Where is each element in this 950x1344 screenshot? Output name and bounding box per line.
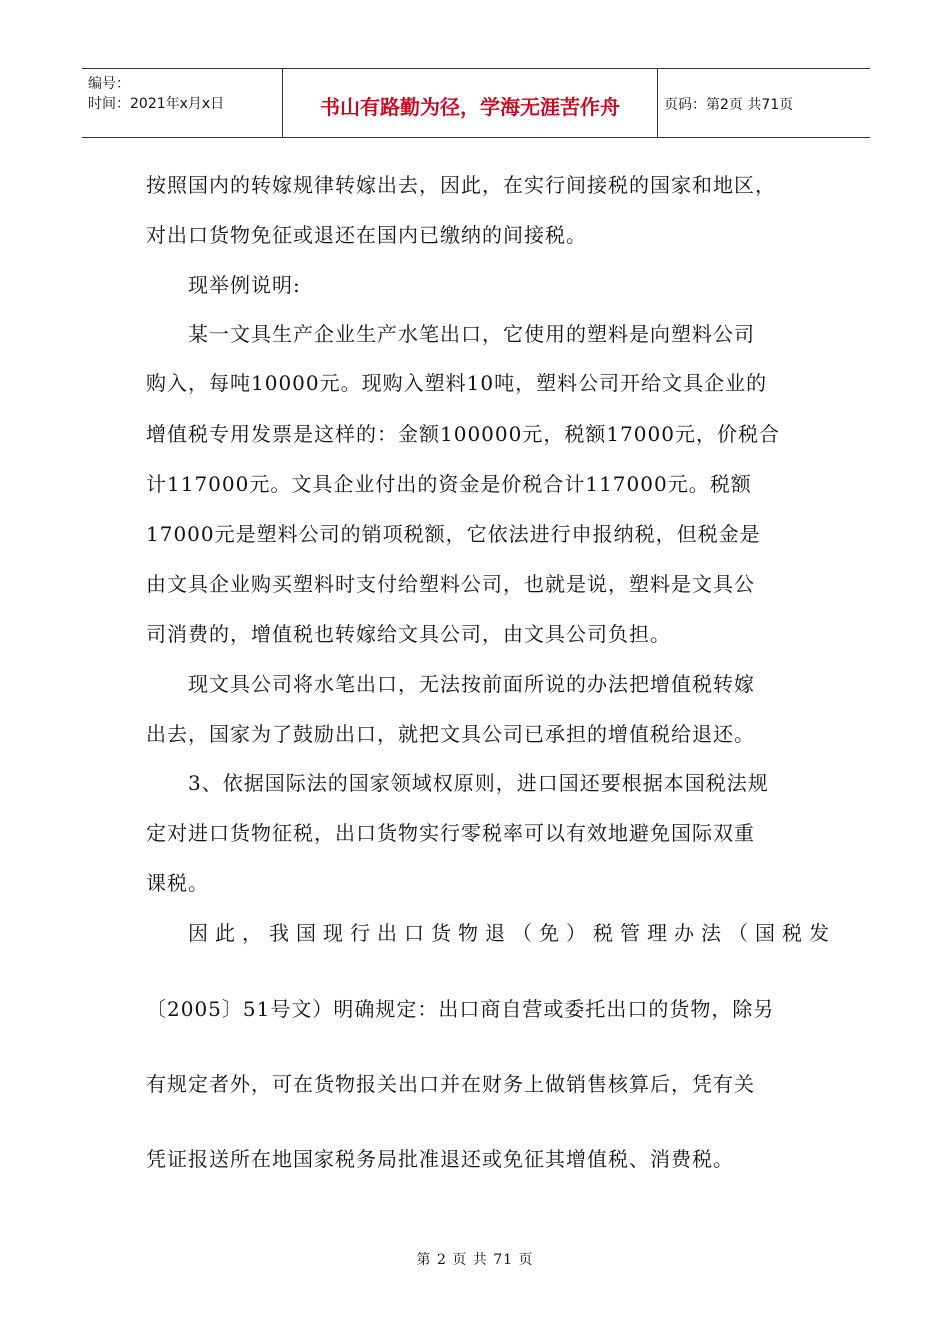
body-line: 课税。 <box>146 871 209 895</box>
body-line: 因此，我国现行出口货物退（免）税管理办法（国税发 <box>188 921 836 945</box>
body-line: 购入，每吨10000元。现购入塑料10吨，塑料公司开给文具企业的 <box>146 371 768 395</box>
body-line: 〔2005〕51号文）明确规定：出口商自营或委托出口的货物，除另 <box>146 997 775 1021</box>
header-slogan-cell <box>283 69 658 137</box>
body-line: 3、依据国际法的国家领域权原则，进口国还要根据本国税法规 <box>188 771 769 795</box>
header-meta-cell <box>82 69 283 137</box>
body-line: 出去，国家为了鼓励出口，就把文具公司已承担的增值税给退还。 <box>146 722 755 746</box>
body-line: 现举例说明: <box>188 273 301 297</box>
body-line: 现文具公司将水笔出口，无法按前面所说的办法把增值税转嫁 <box>188 672 755 696</box>
body-line: 有规定者外，可在货物报关出口并在财务上做销售核算后，凭有关 <box>146 1072 755 1096</box>
body-line: 由文具企业购买塑料时支付给塑料公司，也就是说，塑料是文具公 <box>146 572 755 596</box>
body-line: 按照国内的转嫁规律转嫁出去，因此，在实行间接税的国家和地区， <box>146 173 776 197</box>
body-line: 定对进口货物征税，出口货物实行零税率可以有效地避免国际双重 <box>146 821 755 845</box>
header-slogan: 书山有路勤为径，学海无涯苦作舟 <box>320 95 620 119</box>
page-footer: 第 2 页 共 71 页 <box>416 1252 534 1268</box>
body-line: 凭证报送所在地国家税务局批准退还或免征其增值税、消费税。 <box>146 1147 734 1171</box>
body-line: 增值税专用发票是这样的：金额100000元，税额17000元，价税合 <box>146 422 780 446</box>
document-header <box>82 68 870 138</box>
body-line: 计117000元。文具企业付出的资金是价税合计117000元。税额 <box>146 472 752 496</box>
header-page-cell <box>658 69 870 137</box>
document-number-label: 编号： <box>88 76 130 92</box>
body-line: 对出口货物免征或退还在国内已缴纳的间接税。 <box>146 223 587 247</box>
body-line: 17000元是塑料公司的销项税额，它依法进行申报纳税，但税金是 <box>146 522 761 546</box>
body-line: 某一文具生产企业生产水笔出口，它使用的塑料是向塑料公司 <box>188 322 755 346</box>
body-line: 司消费的，增值税也转嫁给文具公司，由文具公司负担。 <box>146 622 671 646</box>
document-date: 时间：2021年x月x日 <box>88 96 225 112</box>
header-page-info: 页码：第2页 共71页 <box>664 97 794 113</box>
